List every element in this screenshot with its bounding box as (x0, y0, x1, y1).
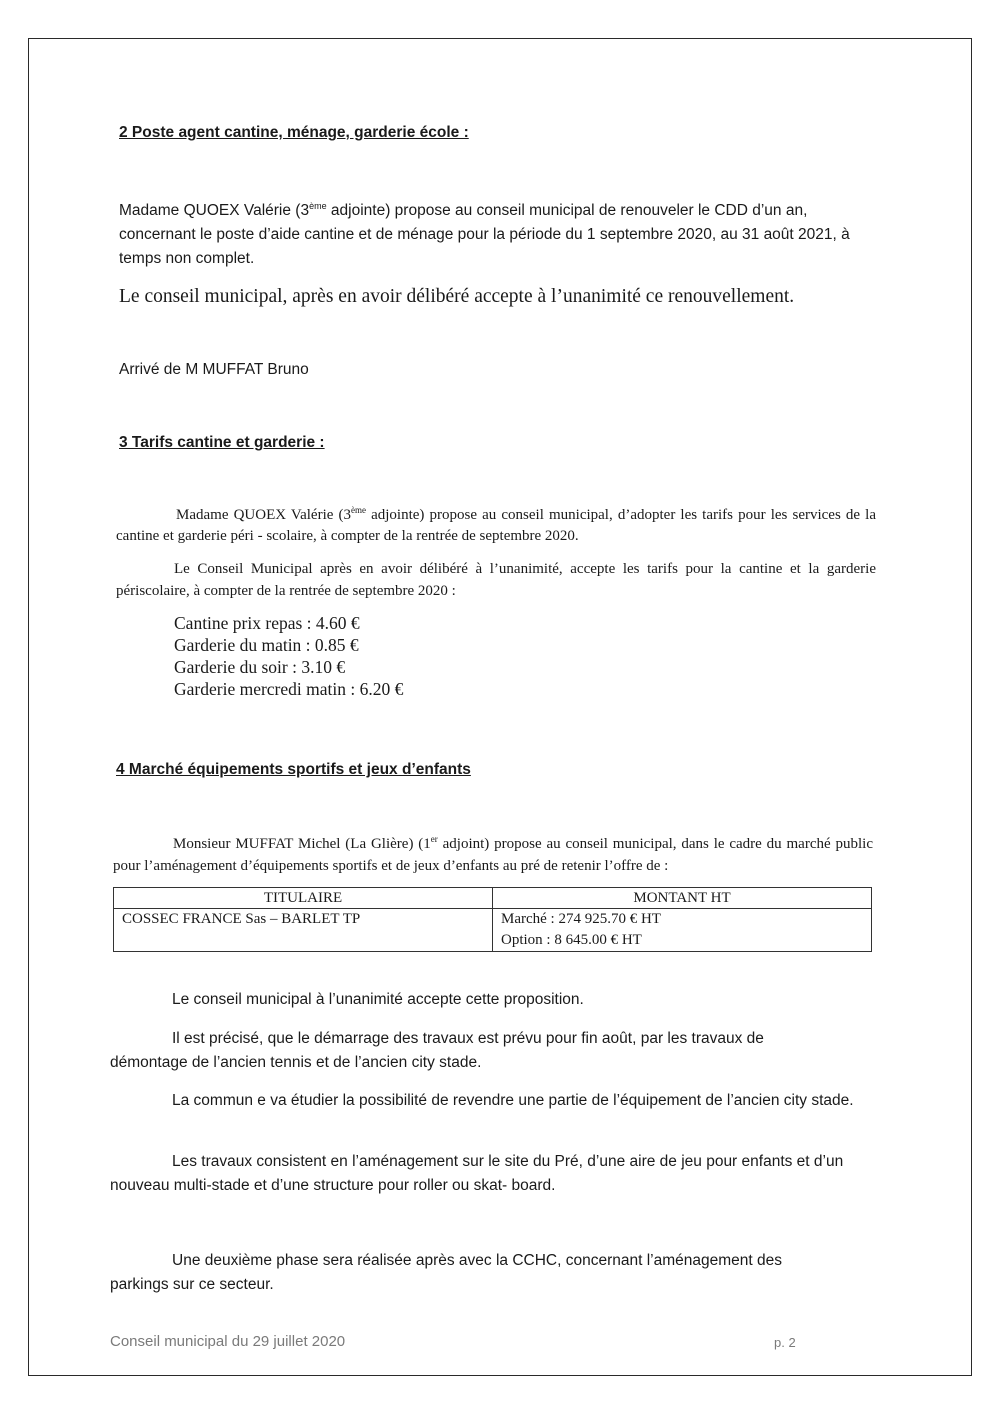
section-3-paragraph-1: Madame QUOEX Valérie (3ème adjointe) propose au conseil municipal, d’adopter les tarifs pour les services de la cantine et garderie péri - scolaire, à compter de la rentrée de septembre 2020. (116, 505, 877, 544)
cell-montant (493, 909, 872, 952)
arrival-note: Arrivé de M MUFFAT Bruno (119, 361, 309, 378)
tarif-item: Garderie mercredi matin : 6.20 € (174, 679, 404, 699)
section-2-decision: Le conseil municipal, après en avoir délibéré accepte à l’unanimité ce renouvellement. (119, 286, 795, 307)
section-4-paragraph-1: Le conseil municipal à l’unanimité accepte cette proposition. (172, 991, 584, 1008)
tarif-item: Garderie du soir : 3.10 € (174, 657, 346, 677)
tarifs-list (174, 612, 403, 700)
header-titulaire: TITULAIRE (114, 888, 493, 909)
montant-option: Option : 8 645.00 € HT (501, 932, 642, 948)
section-3-paragraph-2: Le Conseil Municipal après en avoir délibéré à l’unanimité, accepte les tarifs pour la cantine et la garderie périscolaire, à compter de la rentrée de septembre 2020 : (116, 561, 876, 599)
tarif-item: Garderie du matin : 0.85 € (174, 635, 359, 655)
header-montant: MONTANT HT (493, 888, 872, 909)
offer-table (113, 887, 872, 952)
page-number: p. 2 (774, 1335, 796, 1350)
table-row (114, 909, 872, 952)
section-4-intro: Monsieur MUFFAT Michel (La Glière) (1er adjoint) propose au conseil municipal, dans le cadre du marché public pour l’aménagement d’équipements sportifs et de jeux d’enfants au pré de retenir l’offre de : (113, 834, 873, 874)
section-4-paragraph-4: Les travaux consistent en l’aménagement sur le site du Pré, d’une aire de jeu pour enfants et d’un nouveau multi-stade et d’une structure pour roller ou skat- board. (110, 1153, 844, 1194)
section-4-paragraph-5: Une deuxième phase sera réalisée après avec la CCHC, concernant l’aménagement des parkings sur ce secteur. (110, 1252, 782, 1293)
section-3-heading: 3 Tarifs cantine et garderie : (119, 434, 325, 451)
section-4-heading: 4 Marché équipements sportifs et jeux d’enfants (116, 761, 471, 778)
table-header-row (114, 888, 872, 909)
tarif-item: Cantine prix repas : 4.60 € (174, 613, 360, 633)
section-2-paragraph: Madame QUOEX Valérie (3ème adjointe) propose au conseil municipal de renouveler le CDD d’un an, concernant le poste d’aide cantine et de ménage pour la période du 1 septembre 2020, au 31 août 2021, à temps non complet. (119, 200, 850, 267)
montant-marche: Marché : 274 925.70 € HT (501, 911, 661, 927)
cell-titulaire: COSSEC FRANCE Sas – BARLET TP (114, 909, 493, 952)
section-2-heading: 2 Poste agent cantine, ménage, garderie école : (119, 124, 469, 141)
section-4-paragraph-3: La commun e va étudier la possibilité de revendre une partie de l’équipement de l’ancien city stade. (172, 1092, 854, 1109)
footer-title: Conseil municipal du 29 juillet 2020 (110, 1333, 346, 1350)
section-4-paragraph-2: Il est précisé, que le démarrage des travaux est prévu pour fin août, par les travaux de démontage de l’ancien tennis et de l’ancien city stade. (110, 1030, 764, 1071)
